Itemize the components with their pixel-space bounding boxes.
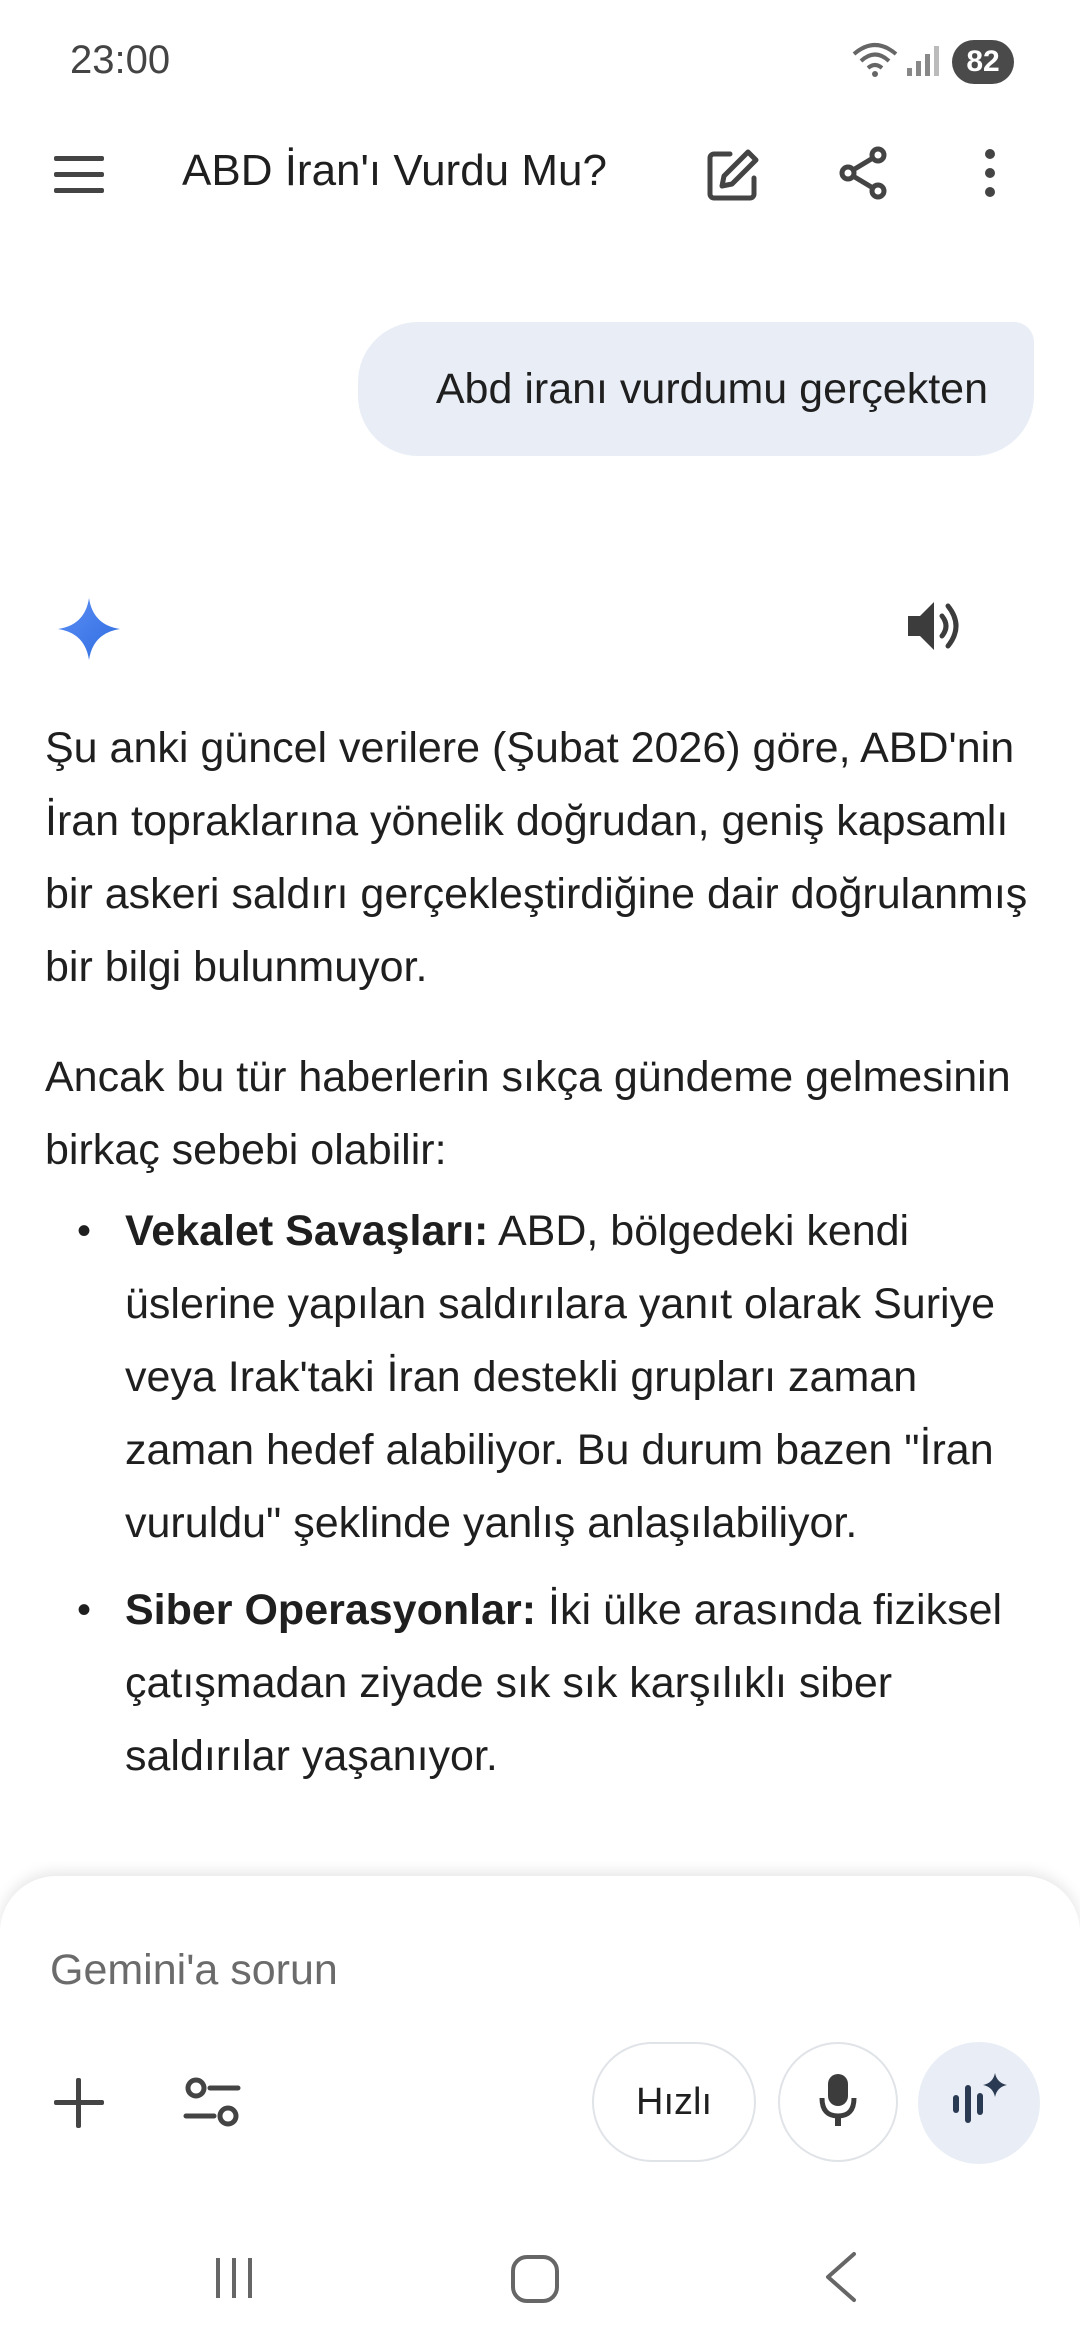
bullet-title: Vekalet Savaşları: [125, 1207, 489, 1255]
gemini-live-icon [949, 2071, 1009, 2136]
bullet-item [77, 1574, 1045, 1793]
response-bullet-list [45, 1195, 1045, 1793]
battery-badge: 82 [952, 40, 1014, 84]
bullet-text: İki ülke arasında fiziksel çatışmadan ziyade sık sık karşılıklı siber saldırılar yaşanıyor. [125, 1586, 1003, 1780]
microphone-icon [818, 2072, 858, 2133]
gemini-live-button[interactable] [918, 2042, 1040, 2164]
menu-icon[interactable] [52, 152, 108, 198]
add-icon[interactable] [52, 2076, 106, 2135]
user-message-text: Abd iranı vurdumu gerçekten [435, 364, 988, 413]
mode-label: Hızlı [636, 2080, 712, 2123]
bullet-text: ABD, bölgedeki kendi üslerine yapılan saldırılara yanıt olarak Suriye veya Irak'taki İran destekli grupları zaman zaman hedef alabiliyor. Bu durum bazen "İran vuruldu" şeklinde yanlış anlaşılabiliyor. [125, 1207, 995, 1547]
status-bar [0, 0, 1080, 120]
share-icon[interactable] [838, 146, 888, 205]
tools-icon[interactable] [182, 2076, 242, 2135]
home-icon[interactable] [510, 2254, 560, 2309]
more-vert-icon[interactable] [980, 146, 1000, 205]
response-paragraph: Ancak bu tür haberlerin sıkça gündeme gelmesinin birkaç sebebi olabilir: [45, 1053, 1011, 1174]
signal-icon [905, 44, 945, 83]
bullet-title: Siber Operasyonlar: [125, 1586, 537, 1634]
gemini-sparkle-icon [56, 596, 122, 667]
wifi-icon [850, 42, 900, 83]
recent-apps-icon[interactable] [212, 2256, 256, 2305]
bullet-item [77, 1195, 1045, 1560]
edit-icon[interactable] [704, 146, 762, 209]
prompt-input[interactable] [50, 1940, 750, 2000]
user-message-bubble[interactable] [358, 322, 1034, 456]
bullet-dot: • [77, 1209, 92, 1253]
chat-title[interactable]: ABD İran'ı Vurdu Mu? [182, 146, 607, 195]
assistant-response [45, 712, 1045, 1793]
microphone-button[interactable] [778, 2042, 898, 2162]
mode-selector-button[interactable] [592, 2042, 756, 2162]
bullet-dot: • [77, 1588, 92, 1632]
back-icon[interactable] [820, 2250, 860, 2309]
status-time: 23:00 [70, 38, 171, 82]
response-paragraph: Şu anki güncel verilere (Şubat 2026) göre, ABD'nin İran topraklarına yönelik doğrudan, geniş kapsamlı bir askeri saldırı gerçekleştirdiğine dair doğrulanmış bir bilgi bulunmuyor. [45, 724, 1028, 991]
speaker-icon[interactable] [904, 598, 964, 659]
